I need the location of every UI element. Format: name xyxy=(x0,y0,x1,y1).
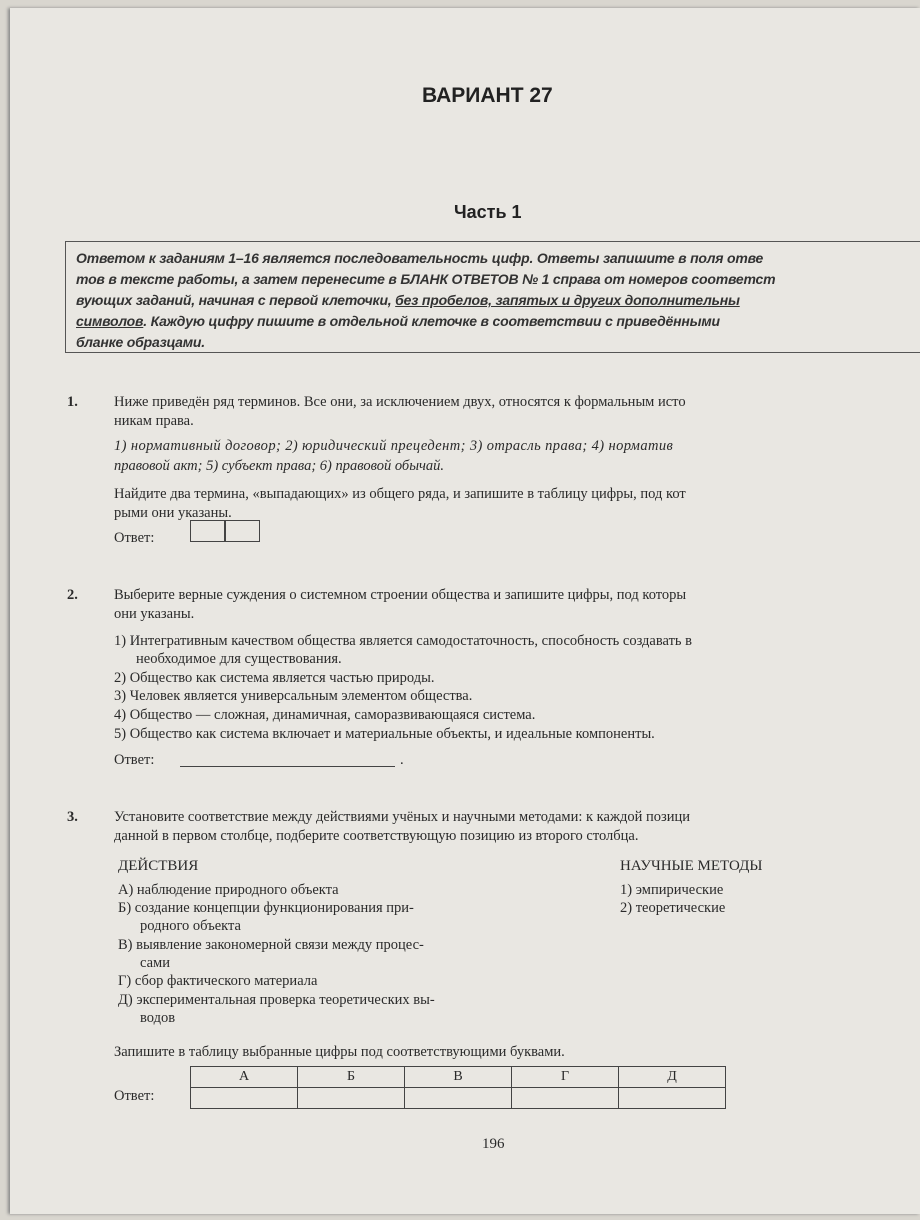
answer-cell-2[interactable] xyxy=(224,520,260,542)
question-task: рыми они указаны. xyxy=(114,505,232,521)
question-number: 2. xyxy=(67,587,78,603)
instruction-line: символов. Каждую цифру пишите в отдельной клеточке в соответствии с приведёнными xyxy=(76,313,720,329)
action-item: родного объекта xyxy=(140,918,241,934)
instruction-line: Ответом к заданиям 1–16 является последовательность цифр. Ответы запишите в поля отве xyxy=(76,250,764,266)
answer-label: Ответ: xyxy=(114,530,155,546)
answer-cell[interactable] xyxy=(298,1088,405,1109)
question-task: Найдите два термина, «выпадающих» из общего ряда, и запишите в таблицу цифры, под кот xyxy=(114,486,686,502)
action-item: сами xyxy=(140,955,170,971)
option-item: 3) Человек является универсальным элементом общества. xyxy=(114,688,473,704)
terms-list: правовой акт; 5) субъект права; 6) правовой обычай. xyxy=(114,458,445,474)
column-header: Д xyxy=(619,1067,726,1088)
variant-title: ВАРИАНТ 27 xyxy=(422,84,553,107)
answer-table xyxy=(190,1066,726,1109)
column-header: В xyxy=(405,1067,512,1088)
question-text: они указаны. xyxy=(114,606,195,622)
page-number: 196 xyxy=(482,1136,505,1152)
instruction-line: вующих заданий, начиная с первой клеточки, без пробелов, запятых и других дополнительны xyxy=(76,292,740,308)
option-item: 1) Интегративным качеством общества является самодостаточность, способность создавать в xyxy=(114,633,692,649)
action-item: Б) создание концепции функционирования при- xyxy=(118,900,414,916)
instruction-line: бланке образцами. xyxy=(76,334,205,350)
option-item: необходимое для существования. xyxy=(136,651,342,667)
option-item: 5) Общество как система включает и материальные объекты, и идеальные компоненты. xyxy=(114,726,655,742)
question-number: 3. xyxy=(67,809,78,825)
action-item: Д) экспериментальная проверка теоретических вы- xyxy=(118,992,435,1008)
answer-cell[interactable] xyxy=(512,1088,619,1109)
column-header: Б xyxy=(298,1067,405,1088)
methods-header: НАУЧНЫЕ МЕТОДЫ xyxy=(620,858,763,874)
column-header: Г xyxy=(512,1067,619,1088)
answer-label: Ответ: xyxy=(114,1088,155,1104)
question-text: данной в первом столбце, подберите соответствующую позицию из второго столбца. xyxy=(114,828,639,844)
answer-cell[interactable] xyxy=(191,1088,298,1109)
question-text: Установите соответствие между действиями учёных и научными методами: к каждой позици xyxy=(114,809,690,825)
answer-label: Ответ: xyxy=(114,752,155,768)
action-item: А) наблюдение природного объекта xyxy=(118,882,339,898)
option-item: 4) Общество — сложная, динамичная, саморазвивающаяся система. xyxy=(114,707,536,723)
question-text: Выберите верные суждения о системном строении общества и запишите цифры, под которы xyxy=(114,587,687,603)
column-header: А xyxy=(191,1067,298,1088)
action-item: Г) сбор фактического материала xyxy=(118,973,318,989)
option-item: 2) Общество как система является частью природы. xyxy=(114,670,435,686)
question-text: никам права. xyxy=(114,413,194,429)
answer-line[interactable] xyxy=(180,766,395,767)
method-item: 2) теоретические xyxy=(620,900,726,916)
answer-cell[interactable] xyxy=(405,1088,512,1109)
terms-list: 1) нормативный договор; 2) юридический прецедент; 3) отрасль права; 4) норматив xyxy=(114,438,674,454)
question-number: 1. xyxy=(67,394,78,410)
answer-dot: . xyxy=(400,752,404,768)
action-item: водов xyxy=(140,1010,176,1026)
table-instruction: Запишите в таблицу выбранные цифры под соответствующими буквами. xyxy=(114,1044,565,1060)
instruction-line: тов в тексте работы, а затем перенесите в БЛАНК ОТВЕТОВ № 1 справа от номеров соответст xyxy=(76,271,776,287)
document-page xyxy=(10,8,920,1214)
question-text: Ниже приведён ряд терминов. Все они, за исключением двух, относятся к формальным исто xyxy=(114,394,686,410)
action-item: В) выявление закономерной связи между процес- xyxy=(118,937,424,953)
actions-header: ДЕЙСТВИЯ xyxy=(118,858,199,874)
answer-cell-1[interactable] xyxy=(190,520,226,542)
part-heading: Часть 1 xyxy=(454,202,522,222)
method-item: 1) эмпирические xyxy=(620,882,724,898)
answer-cell[interactable] xyxy=(619,1088,726,1109)
